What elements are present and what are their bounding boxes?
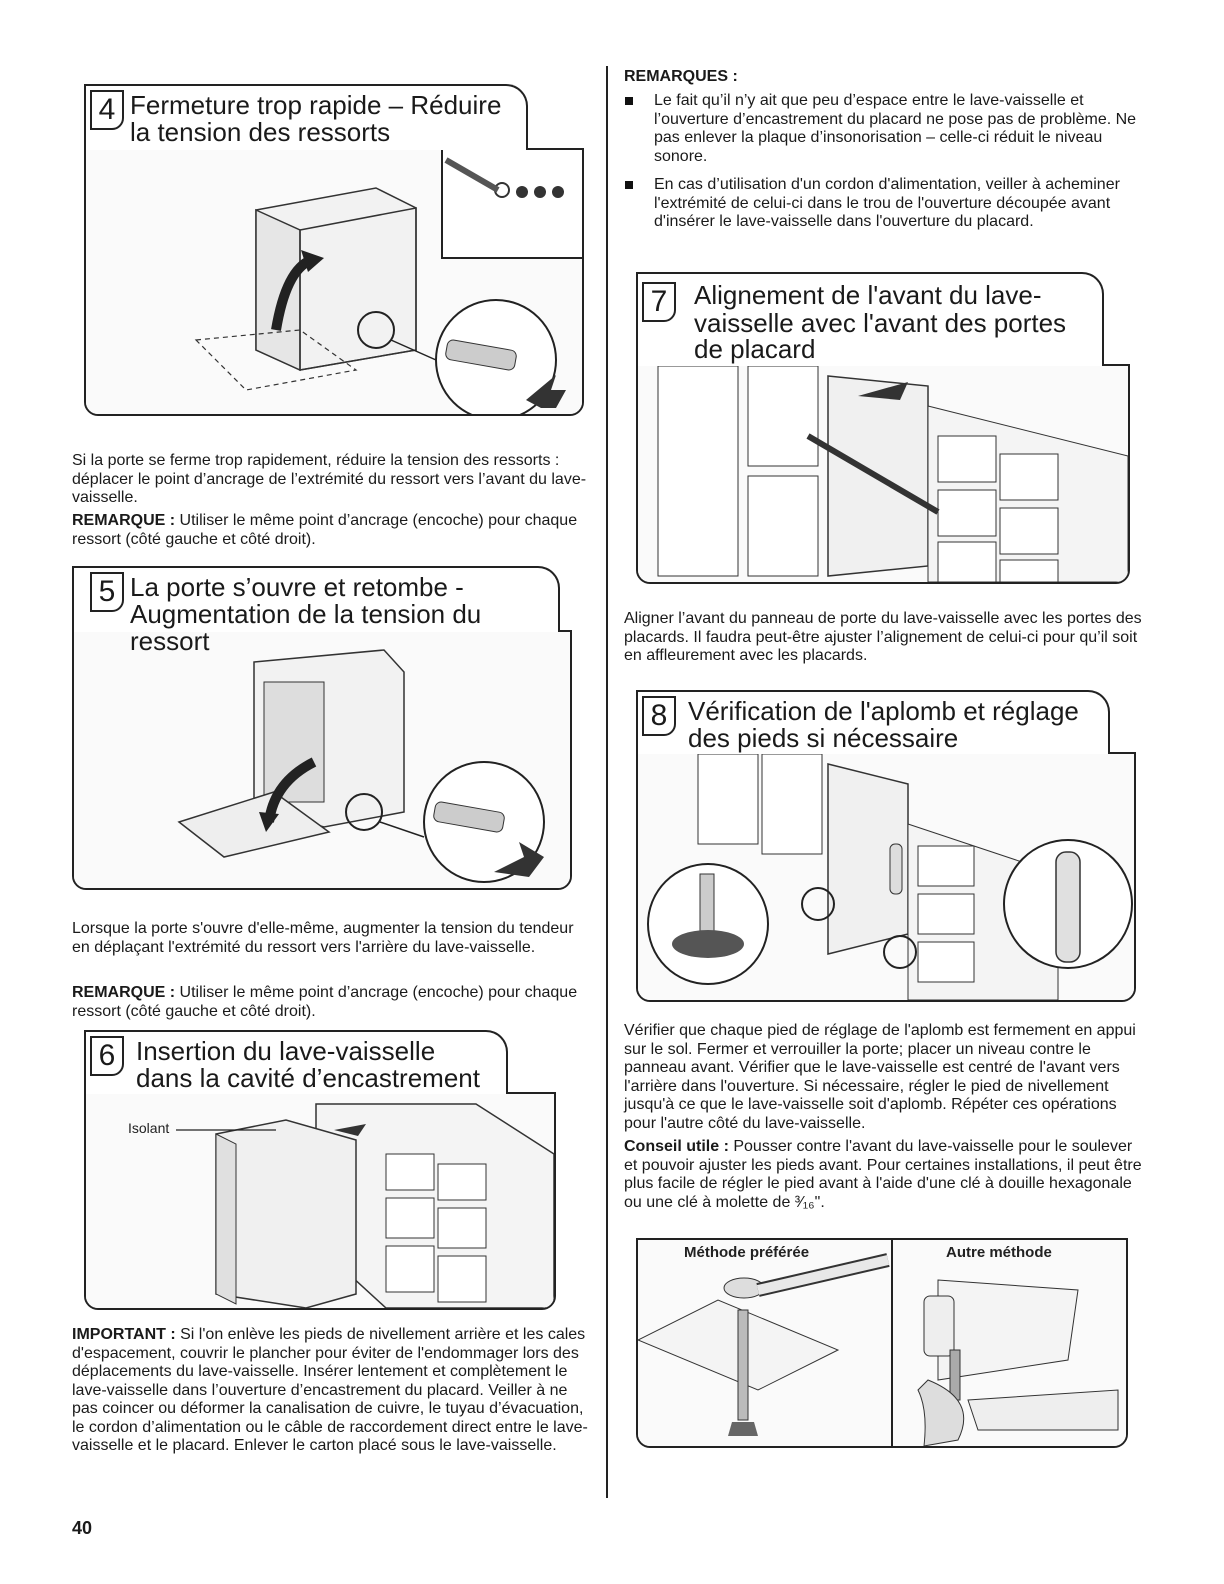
page-number: 40 xyxy=(72,1518,93,1538)
step5-number: 5 xyxy=(90,572,124,612)
step6-title-line1: Insertion du lave-vaisselle xyxy=(136,1036,436,1066)
step4-title-line1: Fermeture trop rapide – Réduire xyxy=(130,90,502,120)
remarque-bullet-1 xyxy=(625,97,633,105)
step4-note xyxy=(72,512,592,549)
step8-tip-text: Pousser contre l'avant du lave-vaisselle pour le soulever et pouvoir ajuster les pieds avant. Pour certaines installations, il peut être plus facile de régler le pied avant à l'aide d'une clé à douille hexagonale ou une clé à molette de ³⁄₁₆". xyxy=(624,1138,1142,1211)
step8-figure xyxy=(636,752,1136,1002)
remarque-item-1: Le fait qu’il n’y ait que peu d’espace entre le lave-vaisselle et l’ouverture d’encastrement du placard ne pose pas de problème. Ne pas enlever la plaque d’insonorisation – celle-ci réduit le niveau sonore. xyxy=(654,92,1137,165)
step8-title-line2: des pieds si nécessaire xyxy=(688,723,959,753)
step4-note-text: Utiliser le même point d’ancrage (encoche) pour chaque ressort (côté gauche et côté droit). xyxy=(72,512,578,548)
step7-title-line1: Alignement de l'avant du lave- xyxy=(694,280,1042,310)
step8-number: 8 xyxy=(642,696,676,736)
step5-figure xyxy=(72,630,572,890)
step7-text: Aligner l’avant du panneau de porte du lave-vaisselle avec les portes des placards. Il faudra peut-être ajuster l’alignement de celui-ci pour qu’il soit en affleurement avec les placards. xyxy=(624,610,1142,664)
step6-important-label: IMPORTANT : xyxy=(72,1326,176,1343)
step6-header xyxy=(84,1030,508,1094)
step6-callout-isolant: Isolant xyxy=(128,1120,170,1136)
step8-text: Vérifier que chaque pied de réglage de l'aplomb est fermement en appui sur le sol. Fermer et verrouiller la porte; placer un niveau contre le panneau avant. Vérifier que le lave-vaisselle est centré de l'avant vers l'arrière dans l'ouverture. Si nécessaire, régler le pied de nivellement jusqu'à ce que le lave-vaisselle soit d'aplomb. Répéter ces opérations pour l'autre côté du lave-vaisselle. xyxy=(624,1022,1136,1132)
step7-header xyxy=(636,272,1104,366)
step5-illustration xyxy=(74,632,570,888)
methods-figure xyxy=(636,1238,1128,1448)
step8-header xyxy=(636,690,1110,754)
methods-illustration xyxy=(638,1240,1126,1446)
method-other-label: Autre méthode xyxy=(946,1244,1052,1261)
step6-important xyxy=(72,1326,592,1456)
method-preferred-label: Méthode préférée xyxy=(684,1244,810,1261)
step5-header xyxy=(72,566,560,656)
step8-title-line1: Vérification de l'aplomb et réglage xyxy=(688,696,1079,726)
remarque-bullet-2 xyxy=(625,181,633,189)
step6-title-line2: dans la cavité d’encastrement xyxy=(136,1063,480,1093)
step4-number: 4 xyxy=(90,90,124,130)
step7-title-line2: vaisselle avec l'avant des portes xyxy=(694,308,1067,338)
step5-title-line1: La porte s’ouvre et retombe - xyxy=(130,572,464,602)
step4-note-label: REMARQUE : xyxy=(72,512,176,529)
step7-title-line3: de placard xyxy=(694,334,816,364)
step4-illustration xyxy=(86,150,582,414)
step7-illustration xyxy=(638,366,1128,582)
step6-important-text: Si l'on enlève les pieds de nivellement arrière et les cales d'espacement, couvrir le plancher pour éviter de l'endommager lors des déplacements du lave-vaisselle. Insérer lentement et complètement le lave-vaisselle dans l’ouverture d’encastrement du placard. Veiller à ne pas coincer ou déformer la canalisation de cuivre, le tuyau d’évacuation, le cordon d’alimentation ou le câble de raccordement direct entre le lave-vaisselle et le placard. Enlever le carton placé sous le lave-vaisselle. xyxy=(72,1326,588,1454)
step5-note xyxy=(72,984,592,1021)
step4-header xyxy=(84,84,528,150)
step8-tip xyxy=(624,1138,1144,1212)
column-divider xyxy=(606,66,608,1498)
step7-number: 7 xyxy=(642,282,676,322)
step5-text: Lorsque la porte s'ouvre d'elle-même, augmenter la tension du tendeur en déplaçant l'extrémité du ressort vers l'arrière du lave-vaisselle. xyxy=(72,920,574,956)
step7-figure xyxy=(636,364,1130,584)
step5-title-line2: Augmentation de la tension du ressort xyxy=(130,599,482,656)
step8-tip-label: Conseil utile : xyxy=(624,1138,729,1155)
remarques-heading: REMARQUES : xyxy=(624,68,738,85)
remarque-item-2: En cas d’utilisation d'un cordon d'alimentation, veiller à acheminer l'extrémité de celui-ci dans le trou de l'ouverture découpée avant d'insérer le lave-vaisselle dans l'ouverture du placard. xyxy=(654,176,1120,230)
step4-title-line2: la tension des ressorts xyxy=(130,117,391,147)
step4-text: Si la porte se ferme trop rapidement, réduire la tension des ressorts : déplacer le point d’ancrage de l’extrémité du ressort vers l’avant du lave-vaisselle. xyxy=(72,452,587,506)
step8-illustration xyxy=(638,754,1134,1000)
step5-note-label: REMARQUE : xyxy=(72,984,176,1001)
step5-note-text: Utiliser le même point d’ancrage (encoche) pour chaque ressort (côté gauche et côté droit). xyxy=(72,984,578,1020)
step6-number: 6 xyxy=(90,1036,124,1076)
step4-figure xyxy=(84,148,584,416)
